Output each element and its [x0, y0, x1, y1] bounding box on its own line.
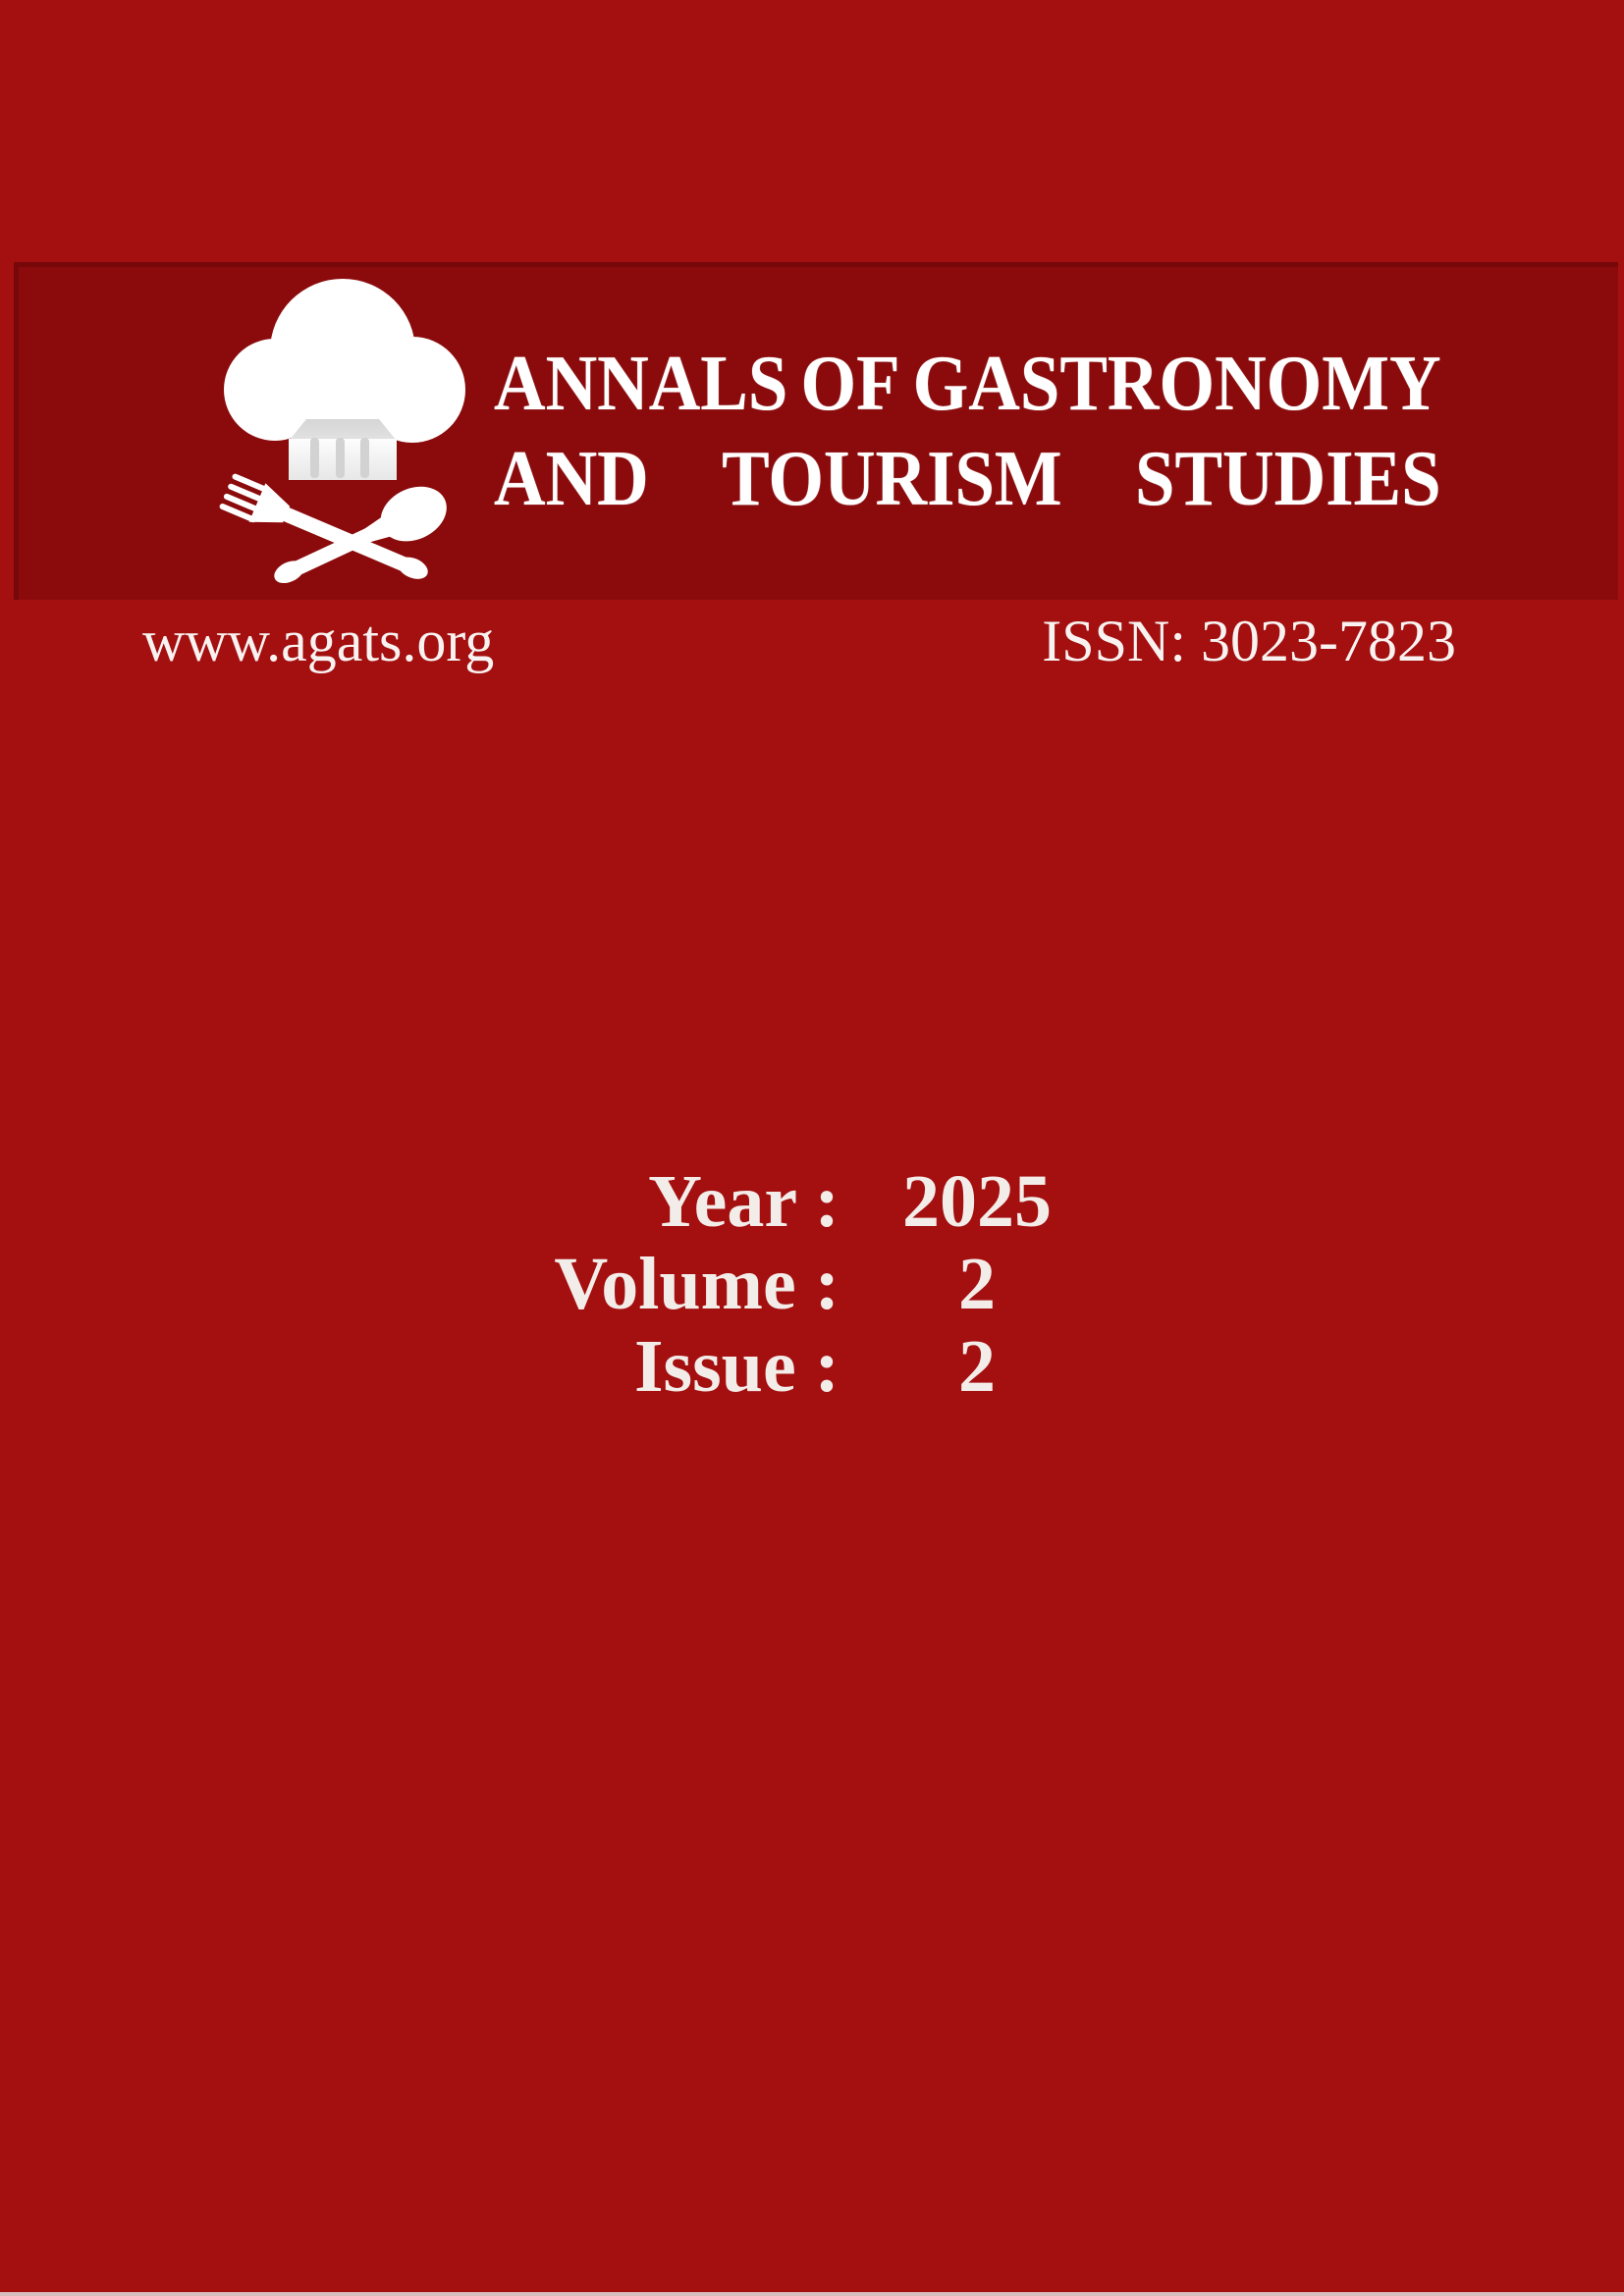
issn-text: ISSN: 3023-7823: [1042, 609, 1456, 673]
journal-logo: [220, 276, 465, 610]
title-word: STUDIES: [1135, 436, 1441, 522]
year-value: 2025: [902, 1160, 1052, 1243]
issue-value: 2: [958, 1325, 996, 1408]
journal-title: [494, 337, 1441, 527]
volume-value: 2: [958, 1243, 996, 1325]
volume-label: Volume :: [554, 1243, 839, 1325]
title-word: GASTRONOMY: [912, 341, 1441, 427]
issue-info: [295, 1160, 1114, 1408]
header-band: [14, 262, 1618, 600]
year-label: Year :: [648, 1160, 839, 1243]
issue-row-volume: [295, 1243, 1114, 1325]
issue-row-year: [295, 1160, 1114, 1243]
bottom-edge-strip: [0, 2292, 1624, 2296]
title-word: OF: [800, 341, 900, 427]
spoon-icon: [264, 476, 456, 602]
meta-row: [0, 607, 1624, 675]
chef-hat-icon: [224, 279, 465, 480]
issue-label: Issue :: [633, 1325, 839, 1408]
title-word: AND: [494, 436, 649, 522]
journal-title-line-2: [494, 432, 1441, 527]
title-word: TOURISM: [722, 436, 1062, 522]
journal-title-line-1: [494, 337, 1441, 432]
title-word: ANNALS: [494, 341, 788, 427]
website-url: www.agats.org: [142, 609, 495, 673]
issue-row-issue: [295, 1325, 1114, 1408]
